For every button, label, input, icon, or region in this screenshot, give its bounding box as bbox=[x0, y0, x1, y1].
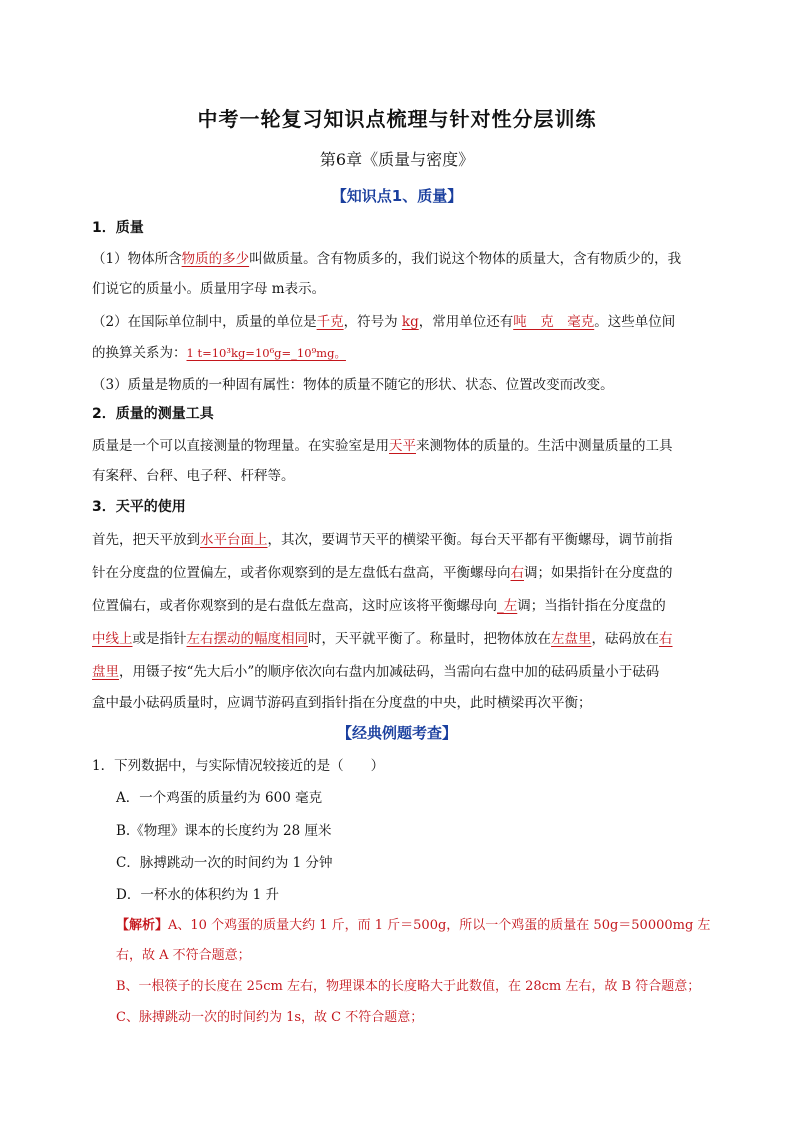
analysis-line: C、脉搏跳动一次的时间约为 1s，故 C 不符合题意； bbox=[116, 1010, 424, 1025]
option-c: C．脉搏跳动一次的时间约为 1 分钟 bbox=[116, 855, 333, 871]
heading-balance-use: 3．天平的使用 bbox=[92, 499, 186, 515]
paragraph-line: 有案秤、台秤、电子秤、杆秤等。 bbox=[92, 468, 295, 484]
heading-mass: 1．质量 bbox=[92, 220, 144, 236]
answer-blank: 左盘里 bbox=[551, 631, 592, 647]
answer-blank: 天平 bbox=[389, 438, 416, 454]
paragraph-line: 首先，把天平放到水平台面上，其次，要调节天平的横梁平衡。每台天平都有平衡螺母，调节前指 bbox=[92, 532, 673, 548]
answer-blank: 右 bbox=[659, 631, 673, 647]
doc-title: 中考一轮复习知识点梳理与针对性分层训练 bbox=[197, 107, 597, 131]
paragraph-line: 们说它的质量小。质量用字母 m表示。 bbox=[92, 281, 326, 297]
question-stem: 1．下列数据中，与实际情况较接近的是（ ） bbox=[92, 758, 385, 774]
option-b: B.《物理》课本的长度约为 28 厘米 bbox=[116, 823, 332, 839]
answer-blank: 1 t=10³kg=10⁶g=_10⁹mg。 bbox=[186, 346, 346, 360]
analysis-line: B、一根筷子的长度在 25cm 左右，物理课本的长度略大于此数值，在 28cm 左右，故 B 符合题意； bbox=[116, 979, 701, 994]
section-heading-knowledge: 【知识点1、质量】 bbox=[331, 187, 463, 205]
paragraph-line: 位置偏右，或者你观察到的是右盘低左盘高，这时应该将平衡螺母向_左调；当指针指在分度盘的 bbox=[92, 598, 666, 614]
answer-blank: 右 bbox=[510, 565, 524, 581]
answer-blank: _左 bbox=[497, 598, 518, 614]
analysis-tag: 【解析】 bbox=[116, 918, 169, 933]
paragraph-line: 盘里，用镊子按“先大后小”的顺序依次向右盘内加减砝码，当需向右盘中加的砝码质量小于砝码 bbox=[92, 664, 660, 680]
paragraph-line: 中线上或是指针左右摆动的幅度相同时，天平就平衡了。称量时，把物体放在左盘里，砝码放在右 bbox=[92, 631, 673, 647]
analysis-line: 右，故 A 不符合题意； bbox=[116, 948, 251, 963]
analysis-line: 【解析】A、10 个鸡蛋的质量大约 1 斤，而 1 斤＝500g，所以一个鸡蛋的质量在 50g＝50000mg 左 bbox=[116, 918, 711, 933]
answer-blank: 物质的多少 bbox=[181, 251, 250, 267]
answer-blank: 盘里 bbox=[92, 664, 119, 680]
chapter-title: 第6章《质量与密度》 bbox=[319, 150, 475, 169]
paragraph-line: 的换算关系为：1 t=10³kg=10⁶g=_10⁹mg。 bbox=[92, 345, 346, 361]
paragraph-line: 针在分度盘的位置偏左，或者你观察到的是左盘低右盘高，平衡螺母向右调；如果指针在分度盘的 bbox=[92, 565, 673, 581]
paragraph-line: 质量是一个可以直接测量的物理量。在实验室是用天平来测物体的质量的。生活中测量质量的工具 bbox=[92, 438, 673, 454]
answer-blank: 中线上 bbox=[92, 631, 133, 647]
paragraph-line: （1）物体所含物质的多少叫做质量。含有物质多的，我们说这个物体的质量大，含有物质少的，我 bbox=[92, 251, 682, 267]
answer-blank: 左右摆动的幅度相同 bbox=[186, 631, 308, 647]
answer-blank: 千克 bbox=[316, 314, 344, 330]
answer-blank: kg bbox=[401, 314, 419, 330]
option-a: A．一个鸡蛋的质量约为 600 毫克 bbox=[116, 790, 323, 806]
answer-blank: 水平台面上 bbox=[200, 532, 268, 548]
section-heading-examples: 【经典例题考查】 bbox=[336, 724, 457, 742]
paragraph-line: （3）质量是物质的一种固有属性：物体的质量不随它的形状、状态、位置改变而改变。 bbox=[92, 377, 614, 393]
paragraph-line: 盒中最小砝码质量时，应调节游码直到指针指在分度盘的中央，此时横梁再次平衡； bbox=[92, 695, 592, 711]
paragraph-line: （2）在国际单位制中，质量的单位是千克，符号为 kg，常用单位还有吨 克 毫克。这些单位间 bbox=[92, 314, 676, 330]
option-d: D．一杯水的体积约为 1 升 bbox=[116, 887, 279, 903]
answer-blank: 吨 克 毫克 bbox=[513, 314, 595, 330]
heading-measuring-tool: 2．质量的测量工具 bbox=[92, 406, 214, 422]
